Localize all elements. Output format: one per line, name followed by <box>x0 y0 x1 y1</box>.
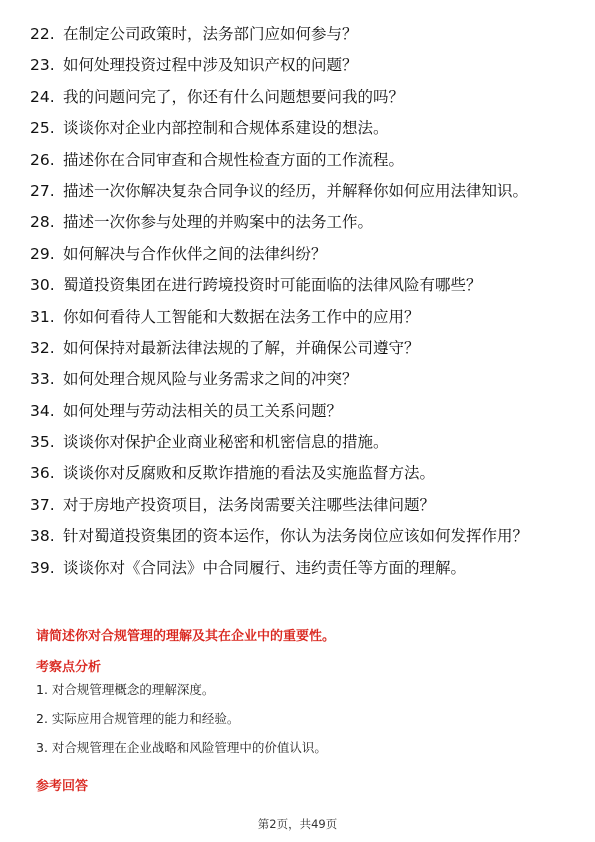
question-number: 38. <box>30 527 55 546</box>
question-item <box>30 150 570 171</box>
question-text: 描述你在合同审查和合规性检查方面的工作流程。 <box>63 150 405 169</box>
analysis-point: 3. 对合规管理在企业战略和风险管理中的价值认识。 <box>36 740 327 755</box>
question-text: 针对蜀道投资集团的资本运作，你认为法务岗位应该如何发挥作用？ <box>63 527 529 546</box>
question-number: 32. <box>30 338 55 357</box>
analysis-point-list <box>36 681 556 768</box>
question-item <box>30 212 570 233</box>
question-item <box>30 558 570 579</box>
question-text: 如何处理投资过程中涉及知识产权的问题？ <box>63 56 358 75</box>
question-text: 谈谈你对反腐败和反欺诈措施的看法及实施监督方法。 <box>63 464 436 483</box>
question-item <box>30 526 570 547</box>
question-item <box>30 181 570 202</box>
question-item <box>30 495 570 516</box>
question-number: 25. <box>30 119 55 138</box>
page-number: 第2页，共49页 <box>257 817 338 831</box>
question-number: 35. <box>30 433 55 452</box>
question-text: 在制定公司政策时，法务部门应如何参与？ <box>63 25 358 43</box>
question-text: 我的问题问完了，你还有什么问题想要问我的吗？ <box>63 87 405 106</box>
analysis-point: 2. 实际应用合规管理的能力和经验。 <box>36 711 240 726</box>
question-number: 26. <box>30 150 55 169</box>
question-item <box>30 338 570 359</box>
question-item <box>30 118 570 139</box>
analysis-heading: 考察点分析 <box>36 660 102 675</box>
question-item <box>30 275 570 296</box>
question-number: 36. <box>30 464 55 483</box>
question-text: 对于房地产投资项目，法务岗需要关注哪些法律问题？ <box>63 495 436 514</box>
question-number: 22. <box>30 25 55 43</box>
question-item <box>30 307 570 328</box>
question-item <box>30 244 570 265</box>
question-number: 34. <box>30 401 55 420</box>
question-text: 如何处理与劳动法相关的员工关系问题？ <box>63 401 343 420</box>
question-text: 描述一次你解决复杂合同争议的经历，并解释你如何应用法律知识。 <box>63 181 529 200</box>
question-item <box>30 55 570 76</box>
reference-answer-heading: 参考回答 <box>36 779 89 794</box>
question-number: 24. <box>30 87 55 106</box>
question-number: 33. <box>30 370 55 389</box>
question-item <box>30 87 570 108</box>
question-text: 你如何看待人工智能和大数据在法务工作中的应用？ <box>63 307 420 326</box>
question-text: 如何保持对最新法律法规的了解，并确保公司遵守？ <box>63 338 420 357</box>
analysis-point: 1. 对合规管理概念的理解深度。 <box>36 682 215 697</box>
question-number: 39. <box>30 558 55 577</box>
question-text: 如何处理合规风险与业务需求之间的冲突？ <box>63 370 358 389</box>
question-text: 描述一次你参与处理的并购案中的法务工作。 <box>63 213 374 232</box>
question-number: 29. <box>30 244 55 263</box>
question-number: 23. <box>30 56 55 75</box>
question-number: 27. <box>30 181 55 200</box>
question-number: 37. <box>30 495 55 514</box>
question-text: 谈谈你对企业内部控制和合规体系建设的想法。 <box>63 119 389 138</box>
question-list <box>30 24 570 589</box>
question-text: 蜀道投资集团在进行跨境投资时可能面临的法律风险有哪些？ <box>63 276 482 295</box>
question-item <box>30 24 570 45</box>
question-item <box>30 432 570 453</box>
question-item <box>30 463 570 484</box>
question-number: 28. <box>30 213 55 232</box>
section-title: 请简述你对合规管理的理解及其在企业中的重要性。 <box>36 629 336 644</box>
question-number: 31. <box>30 307 55 326</box>
question-item <box>30 401 570 422</box>
question-item <box>30 369 570 390</box>
question-text: 谈谈你对保护企业商业秘密和机密信息的措施。 <box>63 433 389 452</box>
question-text: 谈谈你对《合同法》中合同履行、违约责任等方面的理解。 <box>63 558 467 577</box>
question-number: 30. <box>30 276 55 295</box>
question-text: 如何解决与合作伙伴之间的法律纠纷？ <box>63 244 327 263</box>
